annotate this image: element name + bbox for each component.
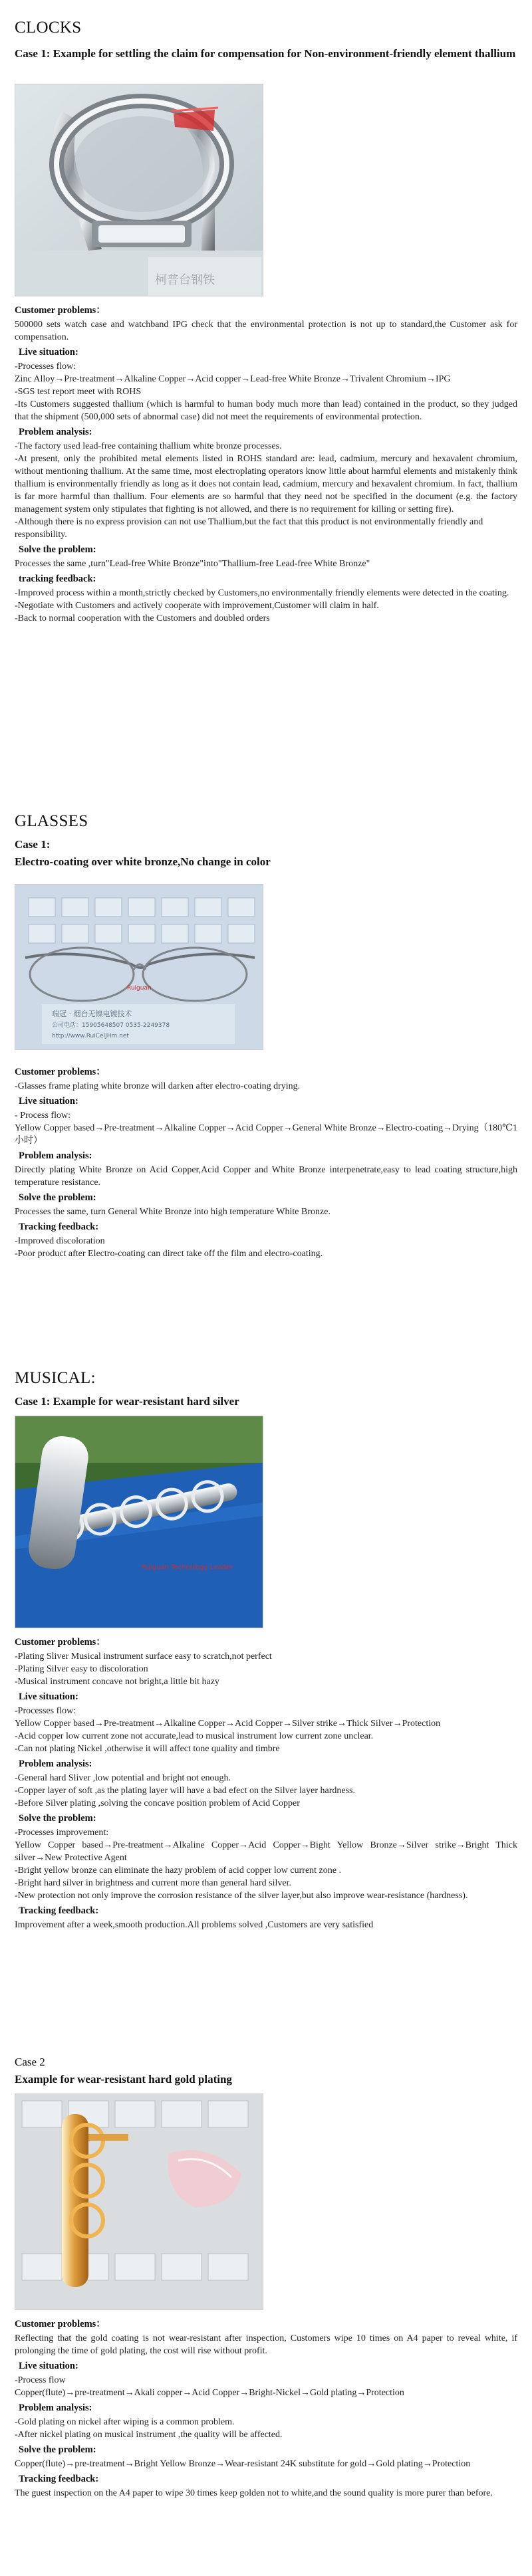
live-item: - Process flow: (15, 1111, 70, 1121)
gold-flute-photo (15, 2093, 263, 2310)
customer-problems-label: Customer problems： (15, 1637, 106, 1648)
analysis-item: -At present, only the prohibited metal elements listed in ROHS standard are: lead, cadmium, mercury and hexavalent chromium, without mentioning thallium. At the same time, most electroplating operators know little about harmful elements and mistakenly think thallium is environmentally friendly as long as it does not contain lead, cadmium, mercury and hexavalent chromium. In fact, thallium is far more harmful than thallium. Four elements are so harmful that they need not be specified in the document (e.g. the factory management system only stipulates that fighting is not allowed, and there is no requirement for killing or setting fire). (15, 454, 517, 514)
live-item: Zinc Alloy→Pre-treatment→Alkaline Copper→Acid copper→Lead-free White Bronze→Trivalent Chromium→IPG (15, 374, 451, 384)
glasses-case1-body (15, 1066, 517, 1260)
live-item: -Processes flow: (15, 1706, 76, 1716)
live-item: -Acid copper low current zone not accurate,lead to musical instrument low current zone unclear. (15, 1731, 374, 1741)
case-title-clocks-1: Case 1: Example for settling the claim for compensation for Non-environment-friendly element thallium (15, 47, 516, 60)
feedback-label: tracking feedback: (19, 574, 96, 584)
live-item: Yellow Copper based→Pre-treatment→Alkaline Copper→Acid Copper→General White Bronze→Electro-coating→Drying（180℃1 小时） (15, 1123, 517, 1146)
customer-problem-item: -Musical instrument concave not bright,a little bit hazy (15, 1677, 219, 1687)
solve-item: Yellow Copper based→Pre-treatment→Alkaline Copper→Acid Copper→Bight Yellow Bronze→Silver strike→Bright Thick silver→New Protective Agent (15, 1840, 517, 1863)
customer-problems-label: Customer problems： (15, 305, 106, 316)
analysis-item: -Copper layer of soft ,as the plating layer will have a bad efect on the Silver layer hardness. (15, 1786, 355, 1796)
analysis-text: Directly plating White Bronze on Acid Copper,Acid Copper and White Bronze interpenetrate,easy to lead coating structure,high temperature resistance. (15, 1165, 517, 1188)
solve-label: Solve the problem: (19, 1813, 96, 1824)
case-title-musical-2: Example for wear-resistant hard gold plating (15, 2073, 232, 2086)
feedback-label: Tracking feedback: (19, 1222, 99, 1232)
feedback-item: -Back to normal cooperation with the Customers and doubled orders (15, 613, 270, 623)
section-title-glasses: GLASSES (15, 812, 88, 830)
silver-flute-photo (15, 1416, 263, 1628)
customer-problem-item: -Plating Sliver Musical instrument surface easy to scratch,not perfect (15, 1652, 272, 1662)
feedback-text: Improvement after a week,smooth production.All problems solved ,Customers are very satisfied (15, 1920, 374, 1930)
solve-text: Copper(flute)→pre-treatment→Bright Yellow Bronze→Wear-resistant 24K substitute for gold→Gold plating→Protection (15, 2459, 471, 2469)
feedback-label: Tracking feedback: (19, 2474, 99, 2484)
solve-text: Processes the same ,turn"Lead-free White Bronze"into"Thallium-free Lead-free White Bronze" (15, 559, 370, 569)
feedback-item: -Improved discoloration (15, 1236, 105, 1246)
problem-analysis-label: Problem analysis: (19, 427, 92, 437)
live-situation-label: Live situation: (19, 347, 78, 358)
feedback-label: Tracking feedback: (19, 1905, 99, 1916)
feedback-text: The guest inspection on the A4 paper to wipe 30 times keep golden not to white,and the sound quality is more purer than before. (15, 2488, 493, 2498)
customer-problem-item: -Plating Silver easy to discoloration (15, 1664, 148, 1674)
analysis-item: -General hard Sliver ,low potential and bright not enough. (15, 1773, 231, 1783)
case-title-musical-1: Case 1: Example for wear-resistant hard silver (15, 1395, 239, 1408)
customer-problems-text: 500000 sets watch case and watchband IPG check that the environmental protection is not up to standard,the Customer ask for compensation. (15, 320, 517, 342)
live-situation-label: Live situation: (19, 1691, 78, 1702)
glasses-frame-photo (15, 884, 263, 1050)
case-label-glasses: Case 1: (15, 838, 51, 851)
solve-label: Solve the problem: (19, 544, 96, 555)
case-title-glasses-1: Electro-coating over white bronze,No change in color (15, 855, 271, 868)
analysis-item: -After nickel plating on musical instrument ,the quality will be affected. (15, 2430, 283, 2440)
analysis-item: responsibility. (15, 530, 67, 540)
customer-problems-label: Customer problems： (15, 1067, 106, 1077)
problem-analysis-label: Problem analysis: (19, 1759, 92, 1769)
live-item: -Process flow (15, 2375, 66, 2385)
photo-text-1: 瑞冠 · 烟台无镍电镀技术 (52, 1010, 132, 1018)
customer-problems-label: Customer problems： (15, 2319, 106, 2329)
live-item: -Its Customers suggested thallium (which is harmful to human body much more than lead) contained in the product, so they judged that the shipment (500,000 sets of abnormal case) did not meet the requirements of environmental protection. (15, 399, 517, 422)
customer-problems-text: -Glasses frame plating white bronze will darken after electro-coating drying. (15, 1081, 301, 1091)
photo-text-3: http://www.RuiCelJHm.net (52, 1033, 129, 1039)
live-situation-label: Live situation: (19, 2361, 78, 2371)
feedback-item: -Negotiate with Customers and actively cooperate with improvement,Customer will claim in half. (15, 601, 379, 611)
solve-item: -Processes improvement: (15, 1828, 109, 1838)
analysis-item: -Gold plating on nickel after wiping is a common problem. (15, 2417, 235, 2427)
feedback-item: -Improved process within a month,strictly checked by Customers,no environmentally friendly elements were detected in the coating. (15, 588, 509, 598)
analysis-item: -Before Silver plating ,solving the concave position problem of Acid Copper (15, 1798, 300, 1808)
live-item: -SGS test report meet with ROHS (15, 387, 142, 397)
live-item: -Can not plating Nickel ,otherwise it will affect tone quality and timbre (15, 1744, 280, 1754)
photo-sign-text: Ruiguan Technology Leader (142, 1564, 233, 1571)
solve-item: -Bright hard silver in brightness and current more than general hard silver. (15, 1878, 291, 1888)
case-label-musical-2: Case 2 (15, 2056, 45, 2068)
musical-case1-body (15, 1636, 517, 1931)
problem-analysis-label: Problem analysis: (19, 1150, 92, 1161)
live-item: Copper(flute)→pre-treatment→Akali copper→Acid Copper→Bright-Nickel→Gold plating→Protection (15, 2388, 404, 2398)
solve-item: -Bright yellow bronze can eliminate the hazy problem of acid copper low current zone . (15, 1866, 341, 1876)
solve-text: Processes the same, turn General White Bronze into high temperature White Bronze. (15, 1207, 331, 1217)
clocks-case1-body (15, 304, 517, 625)
photo-text-2: 公司电话：15905648507 0535-2249378 (52, 1022, 170, 1029)
solve-label: Solve the problem: (19, 1192, 96, 1203)
section-title-musical: MUSICAL: (15, 1369, 96, 1387)
live-item: Yellow Copper based→Pre-treatment→Alkaline Copper→Acid Copper→Silver strike→Thick Silver→Protection (15, 1719, 441, 1729)
section-title-clocks: CLOCKS (15, 19, 82, 37)
analysis-item: -Although there is no express provision can not use Thallium,but the fact that this product is not environmentally friendly and (15, 517, 483, 527)
solve-item: -New protection not only improve the corrosion resistance of the silver layer,but also improve wear-resistance (hardness). (15, 1891, 468, 1901)
feedback-item: -Poor product after Electro-coating can direct take off the film and electro-coating. (15, 1249, 323, 1259)
photo-sign-text: Ruiguan (127, 985, 152, 992)
live-situation-label: Live situation: (19, 1096, 78, 1107)
live-item: -Processes flow: (15, 362, 76, 372)
problem-analysis-label: Problem analysis: (19, 2403, 92, 2413)
customer-problems-text: Reflecting that the gold coating is not wear-resistant after inspection, Customers wipe 10 times on A4 paper to reveal white, if prolonging the time of gold plating, the cost will rise without profit. (15, 2333, 517, 2356)
analysis-item: -The factory used lead-free containing thallium white bronze processes. (15, 441, 282, 451)
solve-label: Solve the problem: (19, 2444, 96, 2455)
watch-case-photo (15, 84, 263, 296)
musical-case2-body (15, 2318, 517, 2500)
photo-caption-text: 柯普台钢铁 (155, 273, 215, 287)
